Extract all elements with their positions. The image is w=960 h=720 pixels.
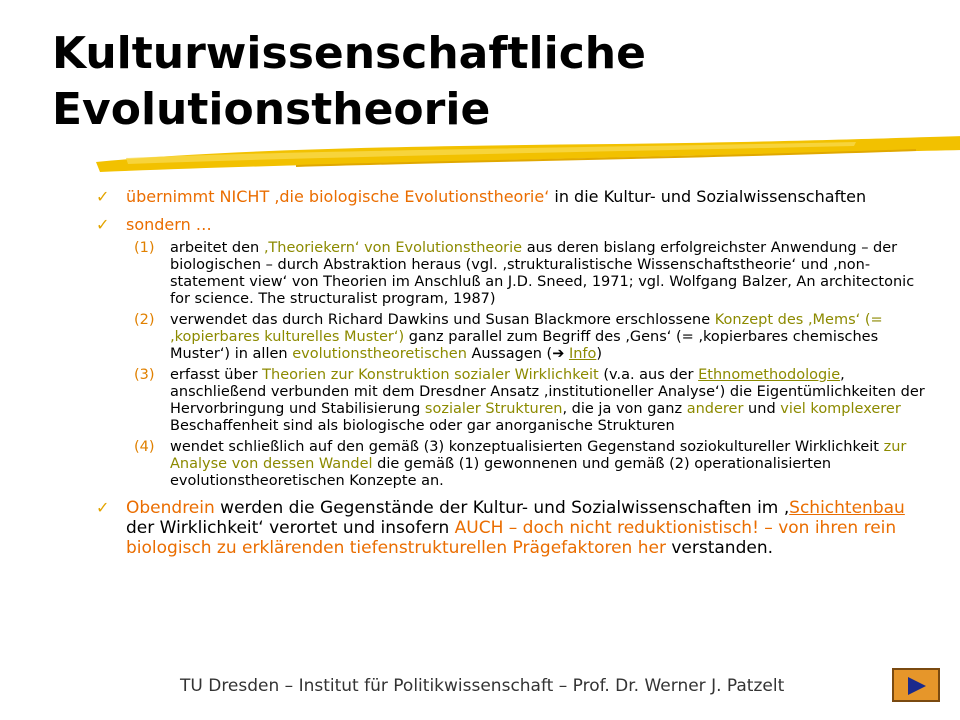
- slide-footer: TU Dresden – Institut für Politikwissenschaft – Prof. Dr. Werner J. Patzelt: [180, 676, 785, 696]
- sub-text: und: [743, 401, 781, 417]
- sub-text: arbeitet den: [170, 240, 264, 256]
- sub-text: (v.a. aus der: [598, 367, 699, 383]
- sub-highlight: viel komplexerer: [780, 401, 901, 417]
- sub-highlight: anderer: [686, 401, 744, 417]
- sub-text: ganz parallel zum Begriff des ‚Gens‘ (= ‚kopierbares chemisches Muster‘) in allen: [170, 329, 879, 362]
- sub-list: [134, 240, 926, 490]
- sub-highlight: Theorien zur Konstruktion sozialer Wirklichkeit: [262, 367, 599, 383]
- sub-item-2: [134, 312, 926, 363]
- bullet-3-text: verstanden.: [665, 538, 774, 558]
- sub-item-3: [134, 367, 926, 435]
- sub-text: die gemäß (1) gewonnenen und gemäß (2) operationalisierten evolutionstheoretischen Konzepte an.: [170, 456, 832, 489]
- sub-text: , die ja von ganz: [562, 401, 687, 417]
- brush-stroke-divider: [96, 136, 960, 176]
- bullet-1-highlight: übernimmt NICHT ‚die biologische Evolutionstheorie‘: [126, 187, 550, 206]
- sub-text: erfasst über: [170, 367, 263, 383]
- bullet-3: [96, 498, 926, 558]
- next-arrow-icon: [906, 675, 928, 697]
- bullet-1-text: in die Kultur- und Sozialwissenschaften: [549, 187, 867, 206]
- sub-item-number: (3): [134, 367, 155, 383]
- checkmark-icon: ✓: [96, 187, 110, 206]
- sub-highlight: evolutionstheoretischen: [292, 346, 467, 362]
- sub-text: , anschließend verbunden mit dem Dresdner Ansatz ‚institutioneller Analyse‘) die Eigentümlichkeiten der Hervorbringung und Stabilisierung: [170, 367, 925, 417]
- bullet-3-text: werden die Gegenstände der Kultur- und Sozialwissenschaften im ‚: [214, 498, 790, 518]
- sub-highlight: sozialer Strukturen: [424, 401, 563, 417]
- sub-text: Aussagen (: [466, 346, 553, 362]
- checkmark-icon: ✓: [96, 215, 110, 234]
- slide-title: Kulturwissenschaftliche Evolutionstheorie: [52, 28, 646, 135]
- sub-highlight: Konzept des ‚Mems‘ (= ‚kopierbares kulturelles Muster‘): [170, 312, 883, 345]
- schichtenbau-link[interactable]: Schichtenbau: [789, 498, 905, 518]
- bullet-2: [96, 216, 926, 234]
- bullet-1: [96, 188, 926, 206]
- checkmark-icon: ✓: [96, 498, 110, 517]
- sub-text: verwendet das durch Richard Dawkins und Susan Blackmore erschlossene: [170, 312, 715, 328]
- next-slide-button[interactable]: [892, 668, 940, 702]
- bullet-3-highlight: Obendrein: [126, 498, 215, 518]
- sub-text: ): [596, 346, 603, 362]
- arrow-right-icon: ➔: [552, 346, 565, 362]
- sub-item-number: (4): [134, 439, 155, 455]
- bullet-3-highlight: AUCH – doch nicht reduktionistisch! – von ihren rein biologisch zu erklärenden tiefenstrukturellen Prägefaktoren her: [126, 518, 897, 558]
- sub-item-1: [134, 240, 926, 308]
- info-link[interactable]: Info: [568, 346, 597, 362]
- sub-text: wendet schließlich auf den gemäß (3) konzeptualisierten Gegenstand soziokultureller Wirklichkeit: [170, 439, 884, 455]
- bullet-2-text: sondern …: [126, 215, 212, 234]
- sub-highlight: ‚Theoriekern‘ von Evolutionstheorie: [263, 240, 523, 256]
- sub-text: aus deren bislang erfolgreichster Anwendung – der biologischen – durch Abstraktion heraus (vgl. ‚strukturalistische Wissenschaftstheorie‘ und ‚non-statement view‘ von Theorien im Anschluß an J.D. Sneed, 1971; vgl. Wolfgang Balzer, An architectonic for science. The structuralist program, 1987): [170, 240, 915, 307]
- slide-content: [96, 188, 926, 568]
- bullet-3-text: der Wirklichkeit‘ verortet und insofern: [126, 518, 455, 538]
- sub-highlight: zur Analyse von dessen Wandel: [170, 439, 907, 472]
- sub-text: Beschaffenheit sind als biologische oder gar anorganische Strukturen: [170, 418, 675, 434]
- sub-item-number: (1): [134, 240, 155, 256]
- sub-item-4: [134, 439, 926, 490]
- sub-item-number: (2): [134, 312, 155, 328]
- ethnomethodologie-link[interactable]: Ethnomethodologie: [698, 367, 841, 383]
